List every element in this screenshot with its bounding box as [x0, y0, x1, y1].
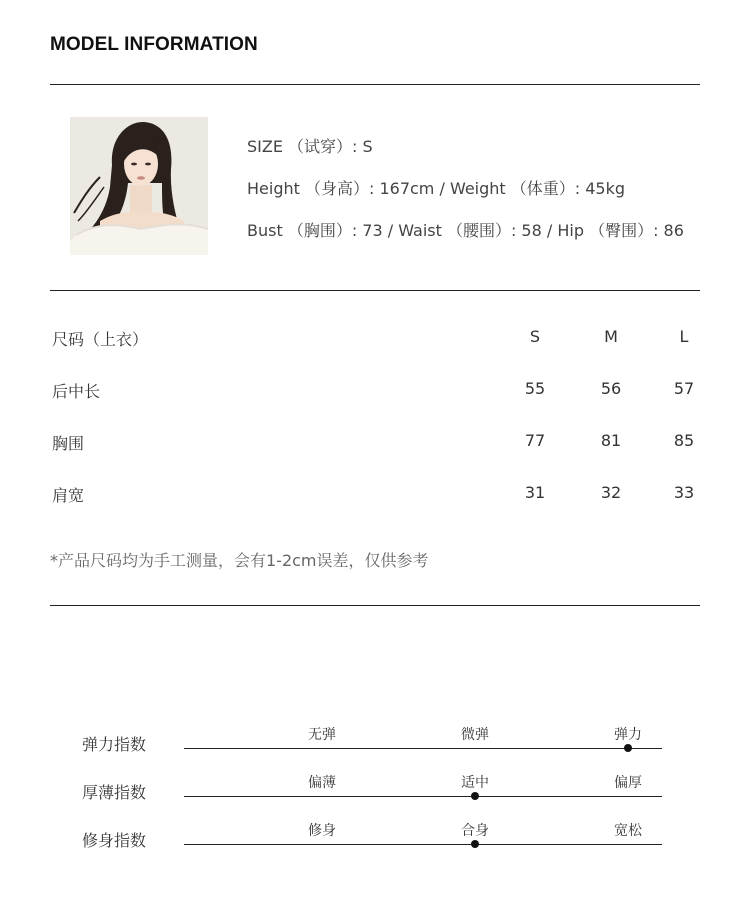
- model-measurements-line: Bust （胸围）: 73 / Waist （腰围）: 58 / Hip （臀围）: 86: [247, 221, 684, 240]
- divider-top: [50, 84, 700, 85]
- model-size-line: SIZE （试穿）: S: [247, 137, 373, 156]
- size-row-value: 77: [524, 431, 546, 450]
- index-option: 微弹: [461, 727, 489, 743]
- index-option: 无弹: [308, 727, 336, 743]
- size-row-value: 32: [600, 483, 622, 502]
- index-option: 修身: [308, 823, 336, 839]
- index-option: 合身: [461, 823, 489, 839]
- size-row-label: 胸围: [52, 434, 85, 453]
- thickness-index-label: 厚薄指数: [82, 783, 147, 802]
- model-photo: [70, 117, 208, 255]
- size-header-s: S: [529, 327, 541, 346]
- size-row-value: 33: [673, 483, 695, 502]
- index-option: 弹力: [614, 727, 642, 743]
- size-row-value: 55: [524, 379, 546, 398]
- size-row-value: 56: [600, 379, 622, 398]
- index-option: 适中: [461, 775, 489, 791]
- size-row-value: 81: [600, 431, 622, 450]
- size-row-value: 57: [673, 379, 695, 398]
- measurement-note: *产品尺码均为手工测量，会有1-2cm误差，仅供参考: [50, 551, 429, 570]
- size-header-l: L: [679, 327, 689, 346]
- size-row-value: 85: [673, 431, 695, 450]
- index-option: 偏薄: [308, 775, 336, 791]
- divider-model-bottom: [50, 290, 700, 291]
- fit-selected-dot: [471, 840, 479, 848]
- elasticity-selected-dot: [624, 744, 632, 752]
- thickness-selected-dot: [471, 792, 479, 800]
- size-header-m: M: [604, 327, 618, 346]
- index-option: 宽松: [614, 823, 642, 839]
- size-row-label: 后中长: [52, 382, 101, 401]
- model-info-heading: MODEL INFORMATION: [50, 34, 258, 55]
- model-height-weight-line: Height （身高）: 167cm / Weight （体重）: 45kg: [247, 179, 626, 198]
- divider-size-bottom: [50, 605, 700, 606]
- fit-index-label: 修身指数: [82, 831, 147, 850]
- size-table-header-label: 尺码（上衣）: [52, 330, 149, 349]
- elasticity-scale-line: [184, 748, 662, 749]
- elasticity-index-label: 弹力指数: [82, 735, 147, 754]
- thickness-scale-line: [184, 796, 662, 797]
- index-option: 偏厚: [614, 775, 642, 791]
- size-row-label: 肩宽: [52, 486, 85, 505]
- size-row-value: 31: [524, 483, 546, 502]
- fit-scale-line: [184, 844, 662, 845]
